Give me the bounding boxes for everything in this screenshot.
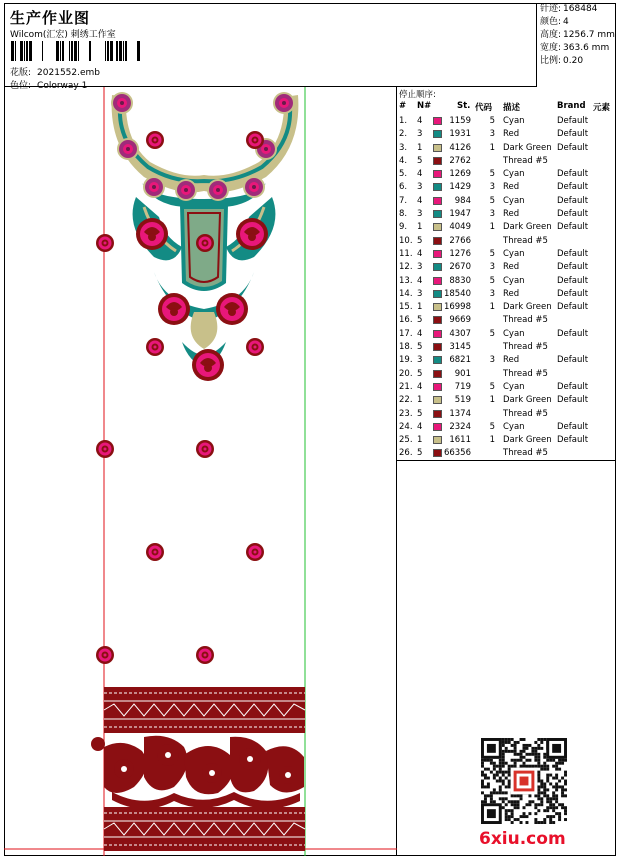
row-needle: 4 — [417, 248, 423, 259]
color-swatch — [433, 330, 442, 338]
stat-height — [537, 29, 616, 42]
row-needle: 1 — [417, 395, 423, 406]
row-brand: Default — [557, 129, 589, 140]
row-brand: Default — [557, 182, 589, 193]
sequence-header — [397, 101, 616, 113]
row-brand: Default — [557, 169, 589, 180]
row-needle: 5 — [417, 235, 423, 246]
row-stitches: 984 — [454, 195, 471, 206]
stat-value: 168484 — [563, 4, 598, 14]
row-brand: Default — [557, 328, 589, 339]
row-stitches: 6821 — [449, 355, 471, 366]
row-brand: Default — [557, 421, 589, 432]
row-description: Thread #5 — [503, 368, 548, 379]
row-index: 8. — [399, 209, 408, 220]
row-brand: Default — [557, 395, 589, 406]
row-stitches: 4307 — [449, 328, 471, 339]
color-swatch — [433, 197, 442, 205]
row-needle: 1 — [417, 142, 423, 153]
table-row — [397, 208, 616, 221]
row-stitches: 3145 — [449, 342, 471, 353]
row-code: 1 — [489, 435, 495, 446]
table-row — [397, 314, 616, 327]
color-swatch — [433, 237, 442, 245]
row-description: Dark Green — [503, 222, 552, 233]
row-code: 5 — [489, 195, 495, 206]
hem-border — [91, 687, 305, 851]
row-needle: 5 — [417, 408, 423, 419]
row-index: 12. — [399, 262, 413, 273]
row-needle: 4 — [417, 275, 423, 286]
row-index: 25. — [399, 435, 413, 446]
table-row — [397, 221, 616, 234]
row-stitches: 901 — [454, 368, 471, 379]
table-row — [397, 394, 616, 407]
row-description: Red — [503, 182, 520, 193]
row-needle: 1 — [417, 435, 423, 446]
row-stitches: 8830 — [449, 275, 471, 286]
row-brand: Default — [557, 288, 589, 299]
stat-scale — [537, 55, 616, 68]
watermark-logo: 6xiu.com — [479, 829, 566, 849]
colorway-label: 色位: — [10, 81, 32, 91]
row-description: Thread #5 — [503, 155, 548, 166]
row-description: Dark Green — [503, 142, 552, 153]
row-stitches: 1611 — [449, 435, 471, 446]
stat-value: 4 — [563, 17, 569, 27]
color-swatch — [433, 277, 442, 285]
row-brand: Default — [557, 209, 589, 220]
row-description: Cyan — [503, 381, 525, 392]
color-swatch — [433, 144, 442, 152]
table-row — [397, 421, 616, 434]
row-description: Red — [503, 262, 520, 273]
row-stitches: 4126 — [449, 142, 471, 153]
table-row — [397, 142, 616, 155]
row-index: 16. — [399, 315, 413, 326]
colorway-value: Colorway 1 — [37, 81, 88, 91]
row-index: 9. — [399, 222, 408, 233]
color-swatch — [433, 396, 442, 404]
stats-panel — [537, 3, 616, 87]
color-swatch — [433, 410, 442, 418]
row-index: 7. — [399, 195, 408, 206]
row-code: 5 — [489, 248, 495, 259]
row-description: Cyan — [503, 169, 525, 180]
table-row — [397, 434, 616, 447]
row-code: 5 — [489, 421, 495, 432]
row-needle: 5 — [417, 315, 423, 326]
col-code: 代码 — [475, 103, 493, 113]
embroidery-artwork — [4, 87, 397, 856]
row-code: 3 — [489, 355, 495, 366]
row-code: 5 — [489, 116, 495, 126]
stat-label: 宽度: — [540, 43, 562, 53]
row-index: 20. — [399, 368, 413, 379]
table-row — [397, 168, 616, 181]
row-needle: 4 — [417, 116, 423, 126]
table-row — [397, 195, 616, 208]
row-needle: 3 — [417, 288, 423, 299]
row-index: 1. — [399, 116, 408, 126]
table-row — [397, 155, 616, 168]
row-index: 14. — [399, 288, 413, 299]
row-description: Dark Green — [503, 302, 552, 313]
row-index: 26. — [399, 448, 413, 459]
row-stitches: 16998 — [443, 302, 471, 313]
row-description: Red — [503, 129, 520, 140]
color-swatch — [433, 423, 442, 431]
row-brand: Default — [557, 302, 589, 313]
row-code: 5 — [489, 381, 495, 392]
stat-value: 363.6 mm — [563, 43, 610, 53]
color-swatch — [433, 316, 442, 324]
stat-label: 颜色: — [540, 17, 562, 27]
row-stitches: 1429 — [449, 182, 471, 193]
row-stitches: 18540 — [443, 288, 471, 299]
table-row — [397, 115, 616, 128]
row-brand: Default — [557, 435, 589, 446]
row-stitches: 1269 — [449, 169, 471, 180]
barcode — [11, 41, 143, 61]
row-brand: Default — [557, 275, 589, 286]
table-row — [397, 408, 616, 421]
table-row — [397, 301, 616, 314]
stat-value: 0.20 — [563, 56, 584, 66]
row-description: Cyan — [503, 275, 525, 286]
color-swatch — [433, 356, 442, 364]
header-panel — [4, 3, 537, 91]
row-brand: Default — [557, 222, 589, 233]
row-code: 3 — [489, 182, 495, 193]
row-needle: 4 — [417, 169, 423, 180]
row-brand: Default — [557, 116, 589, 126]
table-row — [397, 261, 616, 274]
row-stitches: 1276 — [449, 248, 471, 259]
row-code: 1 — [489, 142, 495, 153]
row-index: 10. — [399, 235, 413, 246]
color-swatch — [433, 436, 442, 444]
row-needle: 5 — [417, 155, 423, 166]
row-brand: Default — [557, 381, 589, 392]
stat-label: 比例: — [540, 56, 562, 66]
sequence-rows — [397, 115, 616, 461]
color-swatch — [433, 449, 442, 457]
row-description: Cyan — [503, 328, 525, 339]
row-description: Thread #5 — [503, 448, 548, 459]
col-elem: 元素 — [593, 103, 611, 113]
row-index: 11. — [399, 248, 413, 259]
table-row — [397, 354, 616, 367]
row-description: Dark Green — [503, 435, 552, 446]
color-swatch — [433, 370, 442, 378]
design-file-row — [10, 65, 100, 78]
row-index: 24. — [399, 421, 413, 432]
row-brand: Default — [557, 355, 589, 366]
studio-name: Wilcom(汇宏) 刺绣工作室 — [10, 30, 116, 40]
row-description: Red — [503, 355, 520, 366]
row-code: 3 — [489, 209, 495, 220]
row-code: 5 — [489, 169, 495, 180]
row-index: 2. — [399, 129, 408, 140]
row-needle: 4 — [417, 381, 423, 392]
row-needle: 1 — [417, 222, 423, 233]
design-file-label: 花版: — [10, 68, 32, 78]
row-description: Thread #5 — [503, 315, 548, 326]
color-swatch — [433, 157, 442, 165]
color-swatch — [433, 383, 442, 391]
row-stitches: 4049 — [449, 222, 471, 233]
row-index: 23. — [399, 408, 413, 419]
color-swatch — [433, 130, 442, 138]
row-index: 15. — [399, 302, 413, 313]
row-description: Cyan — [503, 195, 525, 206]
stat-label: 针迹: — [540, 4, 562, 14]
sequence-title: 停止顺序: — [399, 90, 436, 100]
row-needle: 3 — [417, 262, 423, 273]
row-brand: Default — [557, 262, 589, 273]
col-idx: # — [399, 101, 407, 111]
table-row — [397, 328, 616, 341]
row-description: Cyan — [503, 116, 525, 126]
stat-stitches — [537, 3, 616, 16]
color-swatch — [433, 303, 442, 311]
row-description: Red — [503, 288, 520, 299]
table-row — [397, 341, 616, 354]
table-row — [397, 235, 616, 248]
row-stitches: 1374 — [449, 408, 471, 419]
row-index: 4. — [399, 155, 408, 166]
row-needle: 5 — [417, 448, 423, 459]
row-brand: Default — [557, 248, 589, 259]
row-stitches: 2324 — [449, 421, 471, 432]
table-row — [397, 181, 616, 194]
row-needle: 5 — [417, 342, 423, 353]
row-description: Thread #5 — [503, 408, 548, 419]
row-needle: 3 — [417, 355, 423, 366]
row-needle: 3 — [417, 129, 423, 140]
table-row — [397, 275, 616, 288]
color-swatch — [433, 250, 442, 258]
color-swatch — [433, 290, 442, 298]
row-description: Thread #5 — [503, 342, 548, 353]
table-row — [397, 128, 616, 141]
stat-label: 高度: — [540, 30, 562, 40]
neckline-motif — [111, 92, 298, 381]
row-index: 6. — [399, 182, 408, 193]
row-stitches: 1931 — [449, 129, 471, 140]
row-index: 21. — [399, 381, 413, 392]
table-row — [397, 381, 616, 394]
design-file-value: 2021552.emb — [37, 68, 101, 78]
design-preview — [4, 87, 397, 856]
row-needle: 4 — [417, 195, 423, 206]
row-stitches: 1159 — [449, 116, 471, 126]
row-index: 13. — [399, 275, 413, 286]
color-swatch — [433, 223, 442, 231]
row-needle: 3 — [417, 182, 423, 193]
color-swatch — [433, 343, 442, 351]
row-description: Cyan — [503, 248, 525, 259]
table-row — [397, 447, 616, 460]
row-code: 5 — [489, 275, 495, 286]
qr-code — [481, 738, 567, 824]
row-stitches: 2670 — [449, 262, 471, 273]
row-stitches: 719 — [454, 381, 471, 392]
row-description: Dark Green — [503, 395, 552, 406]
stat-colors — [537, 16, 616, 29]
row-code: 1 — [489, 395, 495, 406]
row-index: 22. — [399, 395, 413, 406]
row-code: 5 — [489, 328, 495, 339]
row-code: 3 — [489, 262, 495, 273]
row-needle: 3 — [417, 209, 423, 220]
stat-value: 1256.7 mm — [563, 30, 615, 40]
row-stitches: 1947 — [449, 209, 471, 220]
color-swatch — [433, 263, 442, 271]
row-needle: 1 — [417, 302, 423, 313]
row-needle: 4 — [417, 328, 423, 339]
table-row — [397, 368, 616, 381]
row-index: 19. — [399, 355, 413, 366]
stat-width — [537, 42, 616, 55]
color-swatch — [433, 183, 442, 191]
row-code: 3 — [489, 288, 495, 299]
row-code: 1 — [489, 302, 495, 313]
row-description: Cyan — [503, 421, 525, 432]
row-brand: Default — [557, 142, 589, 153]
row-stitches: 66356 — [443, 448, 471, 459]
row-index: 18. — [399, 342, 413, 353]
row-code: 1 — [489, 222, 495, 233]
row-brand: Default — [557, 195, 589, 206]
col-brand: Brand — [557, 101, 586, 111]
row-stitches: 519 — [454, 395, 471, 406]
row-needle: 4 — [417, 421, 423, 432]
row-stitches: 2762 — [449, 155, 471, 166]
table-row — [397, 288, 616, 301]
row-stitches: 9669 — [449, 315, 471, 326]
color-swatch — [433, 117, 442, 125]
col-st: St. — [457, 101, 471, 111]
row-code: 3 — [489, 129, 495, 140]
row-needle: 5 — [417, 368, 423, 379]
page-title: 生产作业图 — [10, 9, 91, 27]
row-stitches: 2766 — [449, 235, 471, 246]
row-description: Red — [503, 209, 520, 220]
color-swatch — [433, 210, 442, 218]
row-description: Thread #5 — [503, 235, 548, 246]
col-n: N# — [417, 101, 432, 111]
color-swatch — [433, 170, 442, 178]
table-row — [397, 248, 616, 261]
row-index: 5. — [399, 169, 408, 180]
row-index: 17. — [399, 328, 413, 339]
stop-sequence-panel — [397, 87, 616, 461]
row-index: 3. — [399, 142, 408, 153]
col-desc: 描述 — [503, 103, 521, 113]
